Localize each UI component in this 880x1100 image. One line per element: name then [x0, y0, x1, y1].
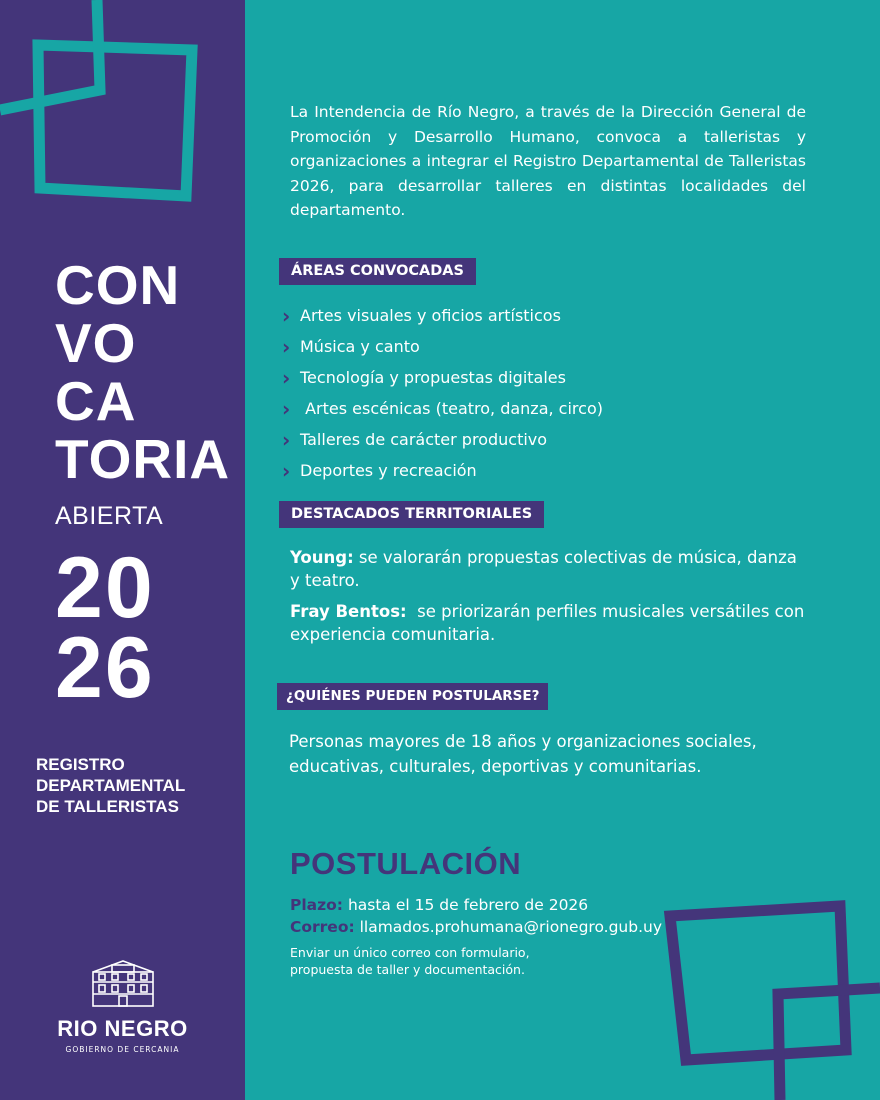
- logo-subtitle: GOBIERNO DE CERCANIA: [65, 1045, 180, 1054]
- registro-title: [36, 754, 185, 817]
- title-line: VO: [55, 312, 137, 374]
- chevron-right-icon: ›: [282, 303, 291, 328]
- areas-heading: ÁREAS CONVOCADAS: [279, 258, 476, 285]
- plazo-value: hasta el 15 de febrero de 2026: [343, 896, 589, 914]
- list-item: [282, 362, 603, 393]
- correo-email-link[interactable]: llamados.prohumana@rionegro.gub.uy: [354, 918, 663, 936]
- area-label: Artes visuales y oficios artísticos: [300, 306, 561, 325]
- area-label: Talleres de carácter productivo: [300, 430, 548, 449]
- left-panel: [0, 0, 245, 1100]
- convocatoria-title: [55, 256, 230, 488]
- registro-line: DEPARTAMENTAL: [36, 776, 186, 795]
- chevron-right-icon: ›: [282, 365, 291, 390]
- correo-line: [290, 916, 662, 938]
- postulacion-details: [290, 894, 662, 938]
- fray-paragraph: [290, 600, 810, 646]
- note-line: propuesta de taller y documentación.: [290, 962, 525, 977]
- list-item: [282, 331, 603, 362]
- list-item: [282, 455, 603, 486]
- year-line: 20: [55, 540, 155, 636]
- plazo-line: [290, 894, 662, 916]
- chevron-right-icon: ›: [282, 427, 291, 452]
- chevron-right-icon: ›: [282, 396, 291, 421]
- rio-negro-logo: [55, 958, 190, 1054]
- fray-text: se priorizarán perfiles musicales versátiles con experiencia comunitaria.: [290, 602, 810, 644]
- list-item: [282, 300, 603, 331]
- title-line: CON: [55, 254, 181, 316]
- young-paragraph: [290, 546, 810, 592]
- area-label: Tecnología y propuestas digitales: [300, 368, 566, 387]
- correo-label: Correo:: [290, 918, 355, 936]
- registro-line: REGISTRO: [36, 755, 125, 774]
- intro-paragraph: La Intendencia de Río Negro, a través de la Dirección General de Promoción y Desarrollo Humano, convoca a talleristas y organizaciones a integrar el Registro Departamental de Talleristas 2026, para desarrollar talleres en distintas localidades del departamento.: [290, 103, 806, 219]
- area-label: Artes escénicas (teatro, danza, circo): [300, 399, 603, 418]
- abierta-label: ABIERTA: [55, 502, 164, 530]
- chevron-right-icon: ›: [282, 334, 291, 359]
- title-line: TORIA: [55, 428, 231, 490]
- destacados-body: [290, 546, 810, 646]
- logo-name: RIO NEGRO: [57, 1016, 188, 1041]
- title-line: CA: [55, 370, 137, 432]
- young-label: Young:: [290, 548, 354, 567]
- quienes-heading: ¿QUIÉNES PUEDEN POSTULARSE?: [277, 683, 548, 710]
- building-icon: [90, 958, 156, 1008]
- square-outline-decoration: [0, 0, 245, 220]
- quienes-text: Personas mayores de 18 años y organizaciones sociales, educativas, culturales, deportivas y comunitarias.: [289, 732, 757, 776]
- plazo-label: Plazo:: [290, 896, 344, 914]
- postulacion-title: POSTULACIÓN: [290, 846, 522, 881]
- area-label: Deportes y recreación: [300, 461, 477, 480]
- young-text: se valorarán propuestas colectivas de música, danza y teatro.: [290, 548, 797, 590]
- year-line: 26: [55, 620, 155, 716]
- fray-label: Fray Bentos:: [290, 602, 407, 621]
- registro-line: DE TALLERISTAS: [36, 797, 179, 816]
- year: [55, 540, 155, 716]
- square-outline-decoration: [640, 890, 880, 1100]
- postulacion-note: [290, 944, 530, 978]
- list-item: [282, 424, 603, 455]
- area-label: Música y canto: [300, 337, 420, 356]
- destacados-heading: DESTACADOS TERRITORIALES: [279, 501, 544, 528]
- list-item: [282, 393, 603, 424]
- chevron-right-icon: ›: [282, 458, 291, 483]
- areas-list: [282, 300, 603, 486]
- note-line: Enviar un único correo con formulario,: [290, 945, 530, 960]
